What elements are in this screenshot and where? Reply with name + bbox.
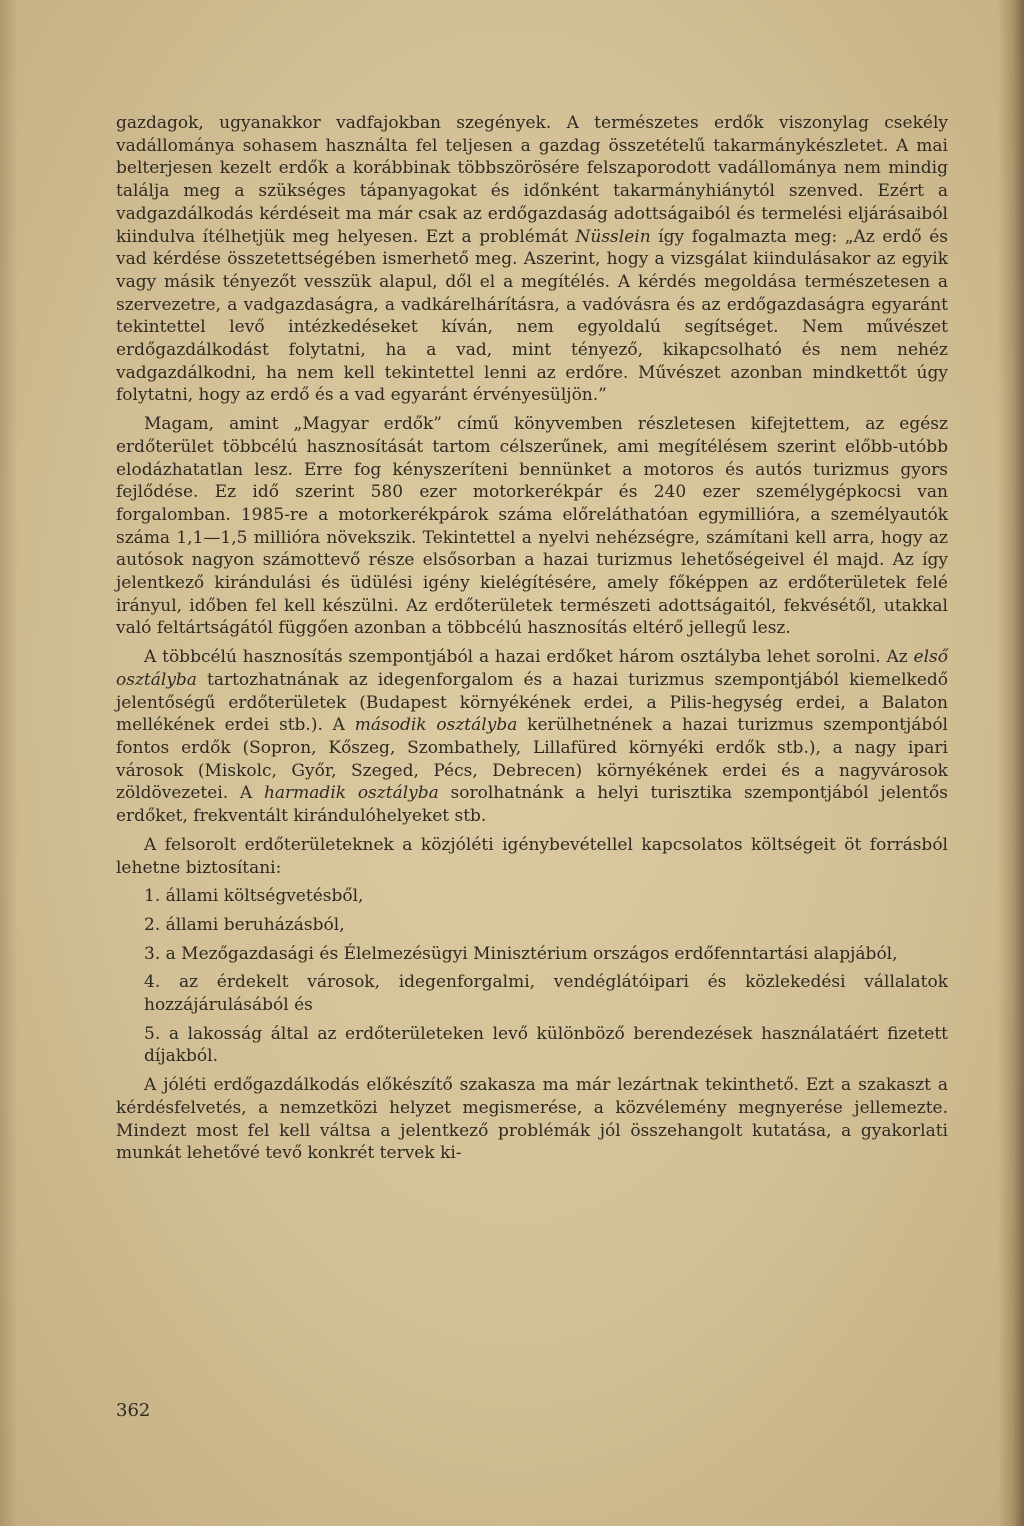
emphasis-third-class: harmadik osztályba xyxy=(263,783,439,804)
list-item xyxy=(116,943,948,966)
list-item xyxy=(116,914,948,937)
list-item xyxy=(116,885,948,908)
paragraph-text: sorolhatnánk a helyi turisztika szempontjából jelentős erdőket, frekventált kirándulóhelyeket stb. xyxy=(116,783,948,827)
paragraph-text: Magam, amint „Magyar erdők” című könyvemben részletesen kifejtettem, az egész erdőterület többcélú hasznosítását tartom célszerűnek, ami megítélésem szerint előbb-utóbb elodázhatatlan lesz. Erre fog kényszeríteni bennünket a motoros és autós turizmus gyors fejlődése. Ez idő szerint 580 ezer motorkerékpár és 240 ezer személygépkocsi van forgalomban. 1985-re a motorkerékpárok száma előreláthatóan egymillióra, a személyautók száma 1,1—1,5 millióra növekszik. Tekintettel a nyelvi nehézségre, számítani kell arra, hogy az autósok nagyon számottevő része elsősorban a hazai turizmus lehetőségeivel él majd. Az így jelentkező kirándulási és üdülési igény kielégítésére, amely főképpen az erdőterületek felé irányul, időben fel kell készülni. Az erdőterületek természeti adottságaitól, fekvésétől, utakkal való feltártságától függően azonban a többcélú hasznosítás eltérő jellegű lesz. xyxy=(116,414,948,639)
emphasis-name: Nüsslein xyxy=(575,226,651,247)
paragraph-text: tartozhatnának az idegenforgalom és a hazai turizmus szempontjából kiemelkedő jelentőségű erdőterületek (Budapest környékének erdei, a Pilis-hegység erdei, a Balaton mellékének erdei stb.). A xyxy=(116,669,948,736)
list-item xyxy=(116,1023,948,1068)
paragraph-text: A jóléti erdőgazdálkodás előkészítő szakasza ma már lezártnak tekinthető. Ezt a szakaszt a kérdésfelvetés, a nemzetközi helyzet megismerése, a közvélemény megnyerése jellemezte. Mindezt most fel kell váltsa a jelentkező problémák jól összehangolt kutatása, a gyakorlati munkát lehetővé tevő konkrét tervek ki- xyxy=(116,1075,948,1164)
list-item xyxy=(116,971,948,1016)
body-text xyxy=(116,112,948,1165)
page-left-shadow xyxy=(0,0,18,1526)
paragraph-1 xyxy=(116,112,948,407)
list-item-text: 5. a lakosság által az erdőterületeken levő különböző berendezések használatáért fizetett díjakból. xyxy=(144,1023,948,1067)
emphasis-second-class: második osztályba xyxy=(354,715,518,736)
paragraph-text: gazdagok, ugyanakkor vadfajokban szegények. A természetes erdők viszonylag csekély vadállománya sohasem használta fel teljesen a gazdag összetételű takarmánykészletet. A mai belterjesen kezelt erdők a korábbinak többszörösére felszaporodott vadállománya nem mindig találja meg a szükséges tápanyagokat és időnként takarmányhiánytól szenved. Ezért a vadgazdálkodás kérdéseit ma már csak az erdőgazdaság adottságaiból és termelési eljárásaiból kiindulva ítélhetjük meg helyesen. Ezt a problémát xyxy=(116,113,948,247)
page-right-shadow xyxy=(998,0,1024,1526)
list-item-text: 1. állami költségvetésből, xyxy=(144,886,364,907)
paragraph-4 xyxy=(116,834,948,879)
paragraph-last xyxy=(116,1074,948,1165)
list-item-text: 4. az érdekelt városok, idegenforgalmi, vendéglátóipari és közlekedési vállalatok hozzájárulásából és xyxy=(144,972,948,1016)
paragraph-2 xyxy=(116,413,948,640)
paragraph-text: A felsorolt erdőterületeknek a közjóléti igénybevétellel kapcsolatos költségeit öt forrásból lehetne biztosítani: xyxy=(116,834,948,878)
paragraph-text: kerülhetnének a hazai turizmus szempontjából fontos erdők (Sopron, Kőszeg, Szombathely, Lillafüred környéki erdők stb.), a nagy ipari városok (Miskolc, Győr, Szeged, Pécs, Debrecen) környékének erdei és a nagyvárosok zöldövezetei. A xyxy=(116,715,948,804)
paragraph-text: A többcélú hasznosítás szempontjából a hazai erdőket három osztályba lehet sorolni. Az xyxy=(144,647,914,668)
paragraph-text: így fogalmazta meg: „Az erdő és vad kérdése összetettségében ismerhető meg. Aszerint, hogy a vizsgálat kiindulásakor az egyik vagy másik tényezőt vesszük alapul, dől el a megítélés. A kérdés megoldása természetesen a szervezetre, a vadgazdaságra, a vadkárelhárításra, a vadóvásra és az erdőgazdaságra egyaránt tekintettel levő intézkedéseket kíván, nem egyoldalú segítséget. Nem művészet erdőgazdálkodást folytatni, ha a vad, mint tényező, kikapcsolható és nem nehéz vadgazdálkodni, ha nem kell tekintettel lenni az erdőre. Művészet azonban mindkettőt úgy folytatni, hogy az erdő és a vad egyaránt érvényesüljön.” xyxy=(116,226,948,406)
emphasis-first-class: első osztályba xyxy=(116,647,948,690)
list-item-text: 2. állami beruházásból, xyxy=(144,914,345,935)
list-item-text: 3. a Mezőgazdasági és Élelmezésügyi Minisztérium országos erdőfenntartási alapjából, xyxy=(144,943,898,964)
page-number: 362 xyxy=(116,1400,151,1421)
paragraph-3 xyxy=(116,646,948,828)
